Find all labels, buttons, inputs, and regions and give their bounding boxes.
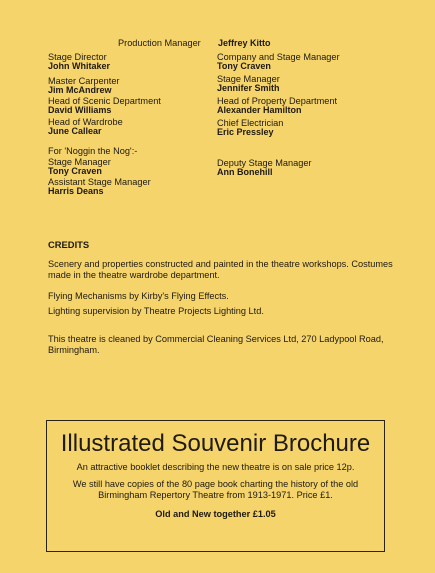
credits-heading: CREDITS bbox=[48, 239, 90, 250]
credits-workshops-text: Scenery and properties constructed and painted in the theatre workshops. Costumes made in the theatre wardrobe department. bbox=[48, 259, 393, 280]
staff-role: Stage Manager bbox=[48, 157, 111, 167]
staff-name: June Callear bbox=[48, 126, 102, 136]
noggin-heading: For 'Noggin the Nog':- bbox=[48, 146, 138, 156]
staff-name: Alexander Hamilton bbox=[217, 105, 302, 115]
staff-name: Harris Deans bbox=[48, 186, 104, 196]
credits-flying-text: Flying Mechanisms by Kirby's Flying Effects. bbox=[48, 291, 229, 301]
production-manager-name: Jeffrey Kitto bbox=[218, 38, 271, 48]
staff-role: Stage Manager bbox=[217, 74, 280, 84]
staff-role: Assistant Stage Manager bbox=[48, 177, 151, 187]
staff-name: Tony Craven bbox=[48, 166, 102, 176]
staff-name: Ann Bonehill bbox=[217, 167, 273, 177]
staff-name: Jennifer Smith bbox=[217, 83, 280, 93]
production-manager-role: Production Manager bbox=[118, 38, 201, 48]
brochure-title: Illustrated Souvenir Brochure bbox=[60, 430, 371, 457]
staff-role: Chief Electrician bbox=[217, 118, 284, 128]
staff-name: David Williams bbox=[48, 105, 112, 115]
staff-role: Head of Wardrobe bbox=[48, 117, 123, 127]
brochure-history-line-1: We still have copies of the 80 page book charting the history of the old bbox=[72, 479, 359, 489]
credits-lighting-text: Lighting supervision by Theatre Projects Lighting Ltd. bbox=[48, 306, 264, 316]
credits-cleaning-text: This theatre is cleaned by Commercial Cleaning Services Ltd, 270 Ladypool Road, Birmingham. bbox=[48, 334, 384, 355]
staff-role: Master Carpenter bbox=[48, 76, 120, 86]
staff-name: John Whitaker bbox=[48, 61, 111, 71]
staff-role: Stage Director bbox=[48, 52, 107, 62]
staff-role: Deputy Stage Manager bbox=[217, 158, 312, 168]
staff-role: Head of Scenic Department bbox=[48, 96, 161, 106]
brochure-combined-price: Old and New together £1.05 bbox=[155, 509, 276, 519]
staff-role: Company and Stage Manager bbox=[217, 52, 340, 62]
staff-name: Jim McAndrew bbox=[48, 85, 112, 95]
staff-name: Tony Craven bbox=[217, 61, 271, 71]
staff-name: Eric Pressley bbox=[217, 127, 274, 137]
souvenir-brochure-box bbox=[46, 420, 385, 552]
staff-role: Head of Property Department bbox=[217, 96, 338, 106]
brochure-description: An attractive booklet describing the new theatre is on sale price 12p. bbox=[76, 462, 355, 472]
brochure-history-line-2: Birmingham Repertory Theatre from 1913-1971. Price £1. bbox=[98, 490, 333, 500]
